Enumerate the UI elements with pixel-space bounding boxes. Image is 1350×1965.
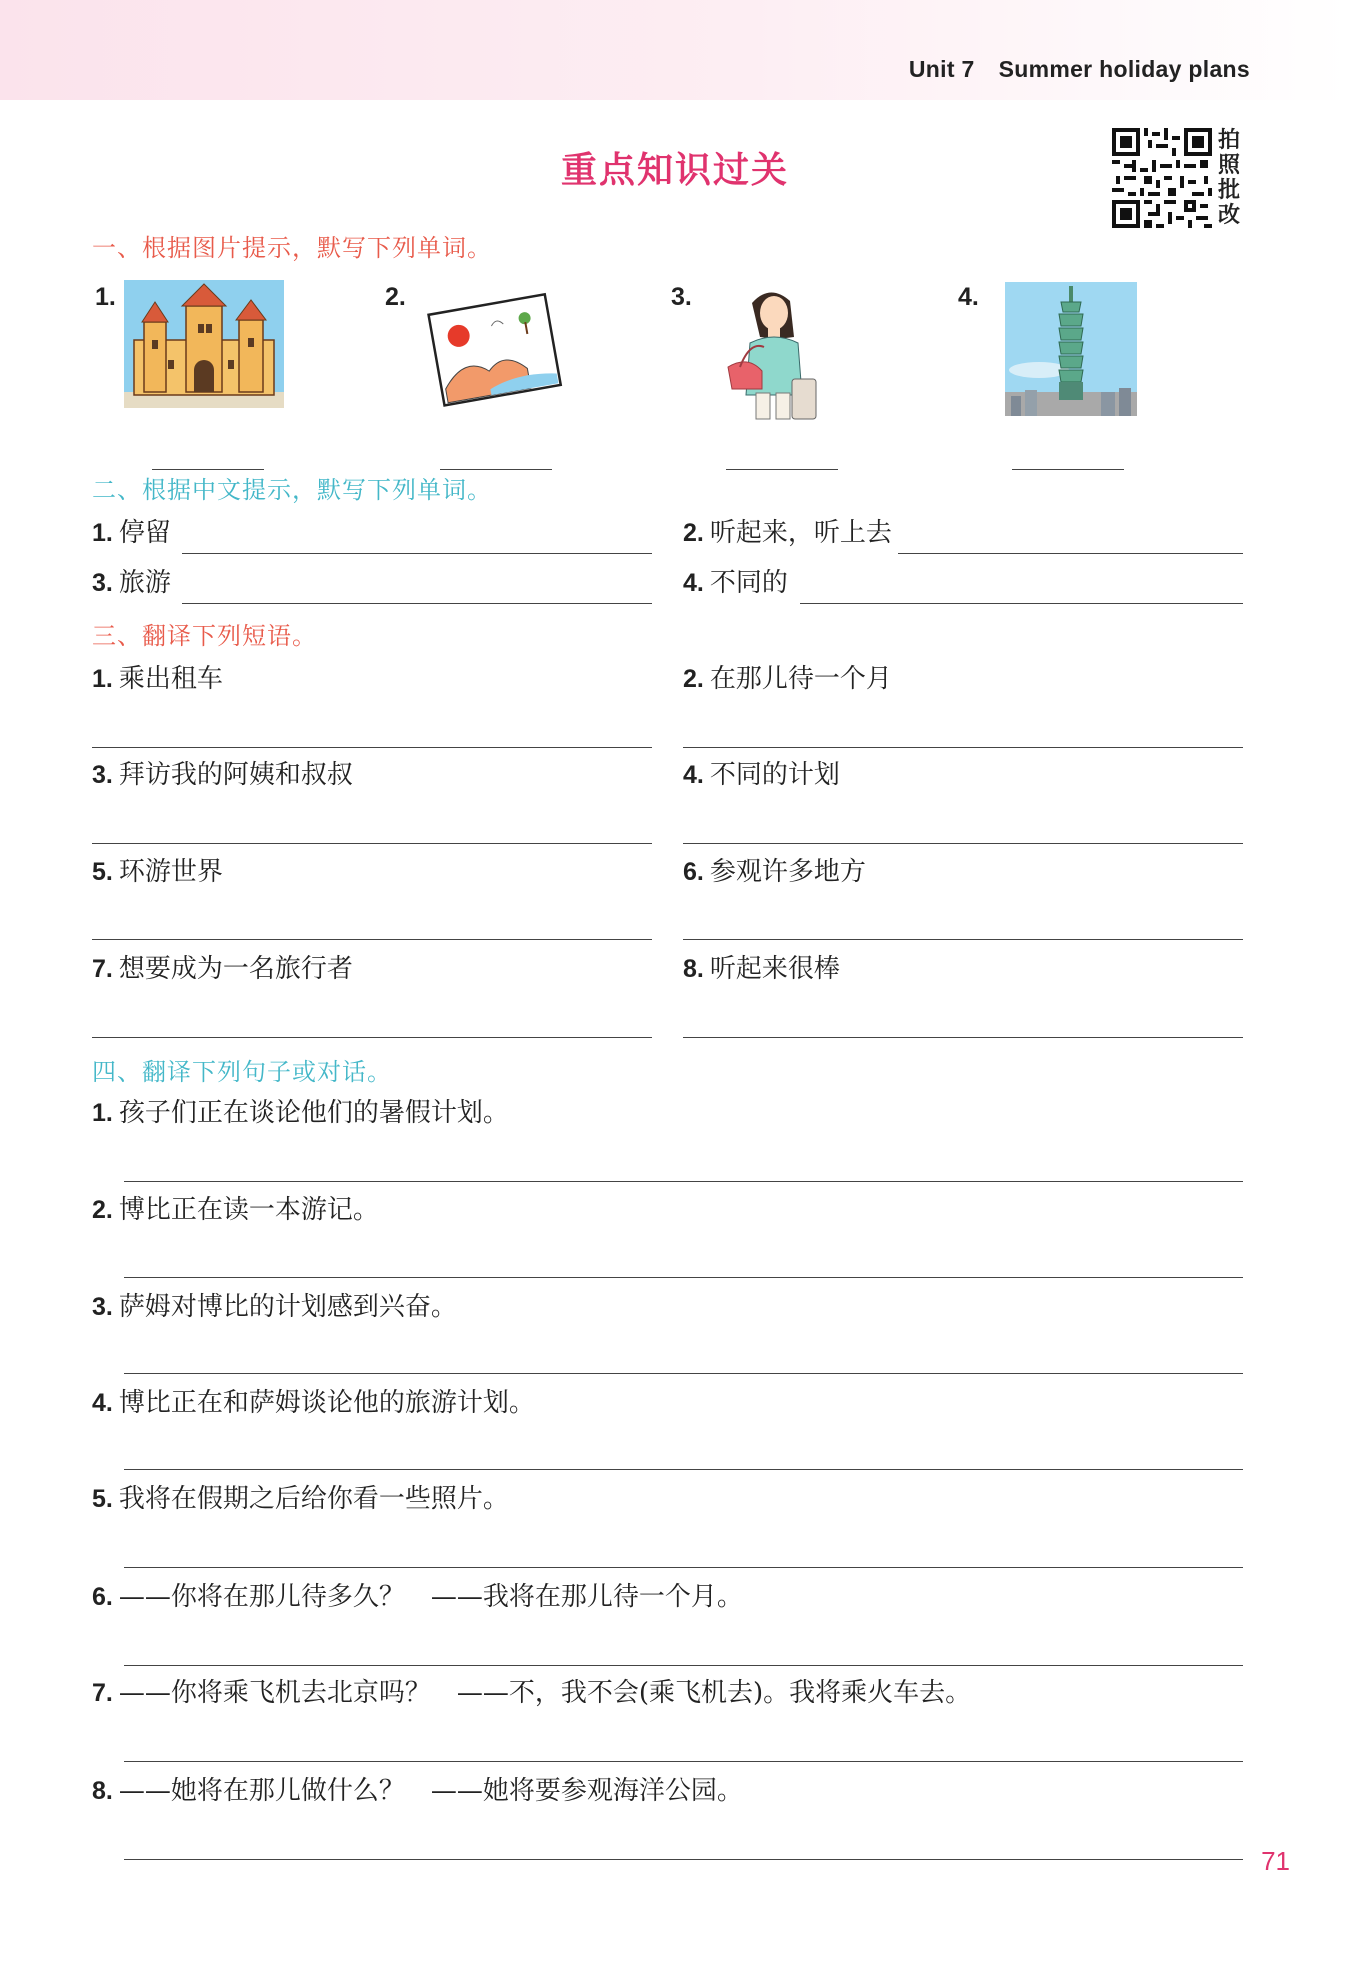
section-title-4: 四、翻译下列句子或对话。 xyxy=(92,1058,392,1086)
answer-line-sentence-1[interactable] xyxy=(124,1180,1243,1182)
phrase-item-2: 2. 在那儿待一个月 xyxy=(683,664,892,694)
phrase-item-7: 7. 想要成为一名旅行者 xyxy=(92,954,353,984)
section-title-2: 二、根据中文提示，默写下列单词。 xyxy=(92,476,492,504)
answer-line-phrase-8[interactable] xyxy=(683,1036,1243,1038)
sentence-item-2: 2. 博比正在读一本游记。 xyxy=(92,1195,379,1225)
answer-blank-word-3[interactable] xyxy=(182,602,652,604)
pic-item-2-number: 2. xyxy=(385,283,406,311)
answer-blank-pic-3[interactable] xyxy=(726,468,838,470)
answer-line-phrase-7[interactable] xyxy=(92,1036,652,1038)
qr-code-icon[interactable] xyxy=(1112,128,1212,228)
page-number: 71 xyxy=(1261,1846,1290,1876)
answer-line-sentence-8[interactable] xyxy=(124,1858,1243,1860)
answer-line-sentence-2[interactable] xyxy=(124,1276,1243,1278)
page-title: 重点知识过关 xyxy=(560,150,789,191)
tower-icon xyxy=(1005,282,1137,416)
sentence-item-3: 3. 萨姆对博比的计划感到兴奋。 xyxy=(92,1292,457,1322)
sentence-item-4: 4. 博比正在和萨姆谈论他的旅游计划。 xyxy=(92,1388,535,1418)
sentence-item-7: 7. ——你将乘飞机去北京吗？ ——不，我不会(乘飞机去)。我将乘火车去。 xyxy=(92,1678,972,1708)
pic-item-4-number: 4. xyxy=(958,283,979,311)
answer-line-sentence-4[interactable] xyxy=(124,1468,1243,1470)
answer-blank-word-1[interactable] xyxy=(182,552,652,554)
qr-caption: 拍 照 批 改 xyxy=(1218,128,1241,228)
unit-number: Unit 7 xyxy=(908,56,975,82)
phrase-item-6: 6. 参观许多地方 xyxy=(683,857,866,887)
sentence-item-6: 6. ——你将在那儿待多久？ ——我将在那儿待一个月。 xyxy=(92,1582,743,1612)
answer-line-phrase-3[interactable] xyxy=(92,842,652,844)
answer-line-phrase-4[interactable] xyxy=(683,842,1243,844)
phrase-item-8: 8. 听起来很棒 xyxy=(683,954,840,984)
phrase-item-3: 3. 拜访我的阿姨和叔叔 xyxy=(92,760,353,790)
traveller-icon xyxy=(720,285,830,421)
answer-line-sentence-6[interactable] xyxy=(124,1664,1243,1666)
header-band xyxy=(0,0,1350,100)
sentence-item-8: 8. ——她将在那儿做什么？ ——她将要参观海洋公园。 xyxy=(92,1776,743,1806)
castle-icon xyxy=(124,280,284,408)
answer-line-phrase-5[interactable] xyxy=(92,938,652,940)
pic-item-1-number: 1. xyxy=(95,283,116,311)
postcard-icon xyxy=(424,290,564,414)
sentence-item-1: 1. 孩子们正在谈论他们的暑假计划。 xyxy=(92,1098,509,1128)
pic-item-3-number: 3. xyxy=(671,283,692,311)
word-item-3: 3. 旅游 xyxy=(92,568,171,598)
unit-title xyxy=(909,56,1250,83)
answer-blank-word-4[interactable] xyxy=(800,602,1243,604)
phrase-item-1: 1. 乘出租车 xyxy=(92,664,223,694)
word-item-2: 2. 听起来，听上去 xyxy=(683,518,892,548)
unit-name: Summer holiday plans xyxy=(998,56,1250,82)
section-title-1: 一、根据图片提示，默写下列单词。 xyxy=(92,234,492,262)
answer-blank-pic-4[interactable] xyxy=(1012,468,1124,470)
answer-blank-word-2[interactable] xyxy=(898,552,1243,554)
word-item-1: 1. 停留 xyxy=(92,518,171,548)
answer-line-phrase-6[interactable] xyxy=(683,938,1243,940)
sentence-item-5: 5. 我将在假期之后给你看一些照片。 xyxy=(92,1484,509,1514)
answer-line-sentence-5[interactable] xyxy=(124,1566,1243,1568)
word-item-4: 4. 不同的 xyxy=(683,568,788,598)
answer-line-sentence-7[interactable] xyxy=(124,1760,1243,1762)
answer-line-phrase-2[interactable] xyxy=(683,746,1243,748)
phrase-item-4: 4. 不同的计划 xyxy=(683,760,840,790)
answer-line-phrase-1[interactable] xyxy=(92,746,652,748)
answer-line-sentence-3[interactable] xyxy=(124,1372,1243,1374)
section-title-3: 三、翻译下列短语。 xyxy=(92,622,317,650)
phrase-item-5: 5. 环游世界 xyxy=(92,857,223,887)
